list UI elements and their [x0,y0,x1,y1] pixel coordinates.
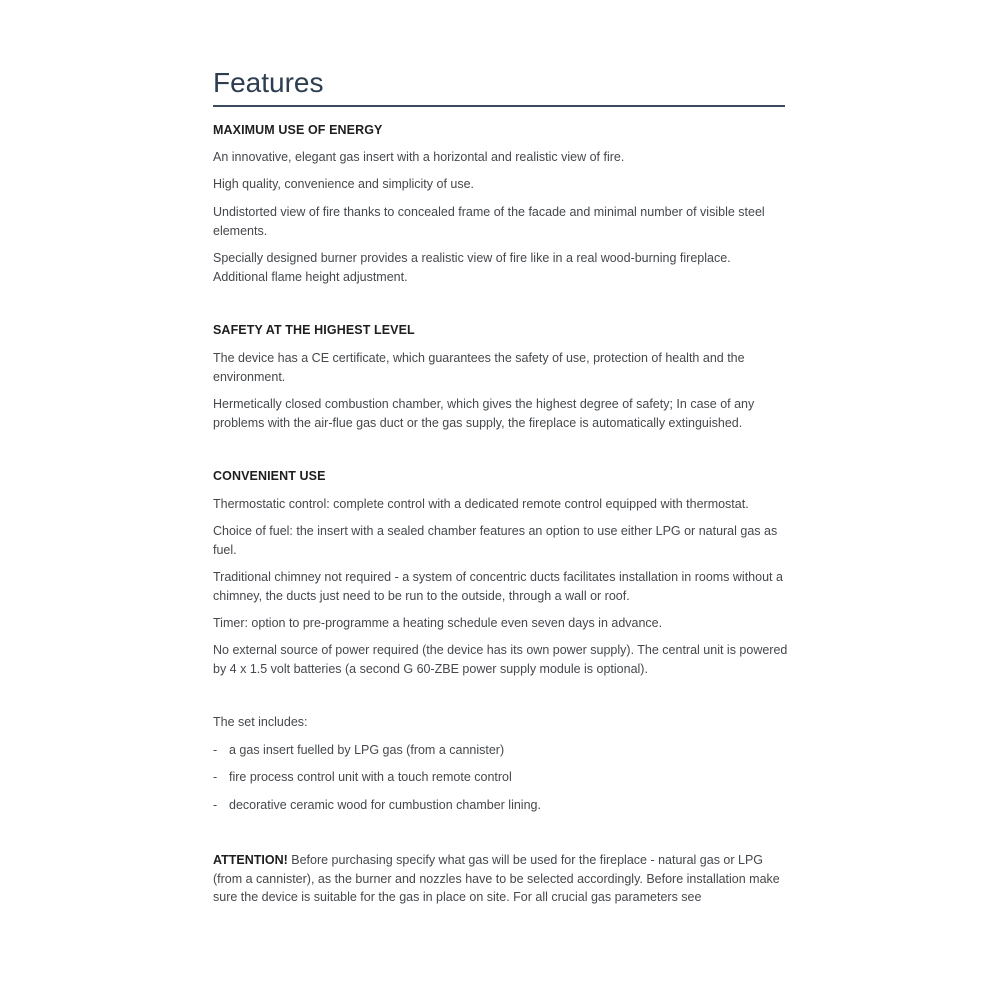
list-item-text: a gas insert fuelled by LPG gas (from a cannister) [229,743,505,757]
set-intro [213,713,788,732]
paragraph-text: Undistorted view of fire thanks to concealed frame of the facade and minimal number of visible steel elements. [213,205,765,238]
paragraph [213,614,788,633]
paragraph [213,641,788,678]
section-heading: CONVENIENT USE [213,469,326,483]
section-safety [213,321,788,339]
bullet-dash: - [213,770,218,784]
list-item [213,768,788,787]
list-item-text: fire process control unit with a touch remote control [229,770,512,784]
paragraph [213,568,788,605]
paragraph [213,148,788,167]
paragraph [213,249,788,286]
attention-text: Before purchasing specify what gas will be used for the fireplace - natural gas or LPG (from a cannister), as the burner and nozzles have to be selected accordingly. Before installation make sure the device is suitable for the gas in place on site. For all crucial gas parameters see [213,853,780,904]
paragraph-text: An innovative, elegant gas insert with a horizontal and realistic view of fire. [213,150,625,164]
bullet-dash: - [213,798,218,812]
list-item-text: decorative ceramic wood for cumbustion chamber lining. [229,798,541,812]
bullet-dash: - [213,743,218,757]
list-item [213,741,788,760]
paragraph [213,203,788,240]
paragraph-text: Thermostatic control: complete control with a dedicated remote control equipped with thermostat. [213,497,749,511]
title-divider [213,105,785,107]
attention-note [213,851,783,907]
paragraph-text: Timer: option to pre-programme a heating schedule even seven days in advance. [213,616,663,630]
paragraph-text: The device has a CE certificate, which guarantees the safety of use, protection of health and the environment. [213,351,745,384]
paragraph-text: Traditional chimney not required - a system of concentric ducts facilitates installation in rooms without a chimney, the ducts just need to be run to the outside, through a wall or roof. [213,570,783,603]
page-title: Features [213,67,324,98]
paragraph [213,349,788,386]
paragraph-text: Specially designed burner provides a realistic view of fire like in a real wood-burning fireplace. Additional flame height adjustment. [213,251,731,284]
paragraph-text: High quality, convenience and simplicity of use. [213,177,475,191]
section-convenient [213,467,788,485]
paragraph [213,395,788,432]
page-header [213,64,785,107]
section-energy [213,121,788,139]
paragraph [213,175,788,194]
attention-label: ATTENTION! [213,853,288,867]
section-heading: MAXIMUM USE OF ENERGY [213,123,383,137]
paragraph [213,495,788,514]
paragraph-text: No external source of power required (the device has its own power supply). The central unit is powered by 4 x 1.5 volt batteries (a second G 60-ZBE power supply module is optional). [213,643,788,676]
paragraph-text: Choice of fuel: the insert with a sealed chamber features an option to use either LPG or natural gas as fuel. [213,524,778,557]
set-intro-text: The set includes: [213,715,308,729]
paragraph [213,522,788,559]
section-heading: SAFETY AT THE HIGHEST LEVEL [213,323,415,337]
paragraph-text: Hermetically closed combustion chamber, which gives the highest degree of safety; In case of any problems with the air-flue gas duct or the gas supply, the fireplace is automatically extinguished. [213,397,755,430]
list-item [213,796,788,815]
